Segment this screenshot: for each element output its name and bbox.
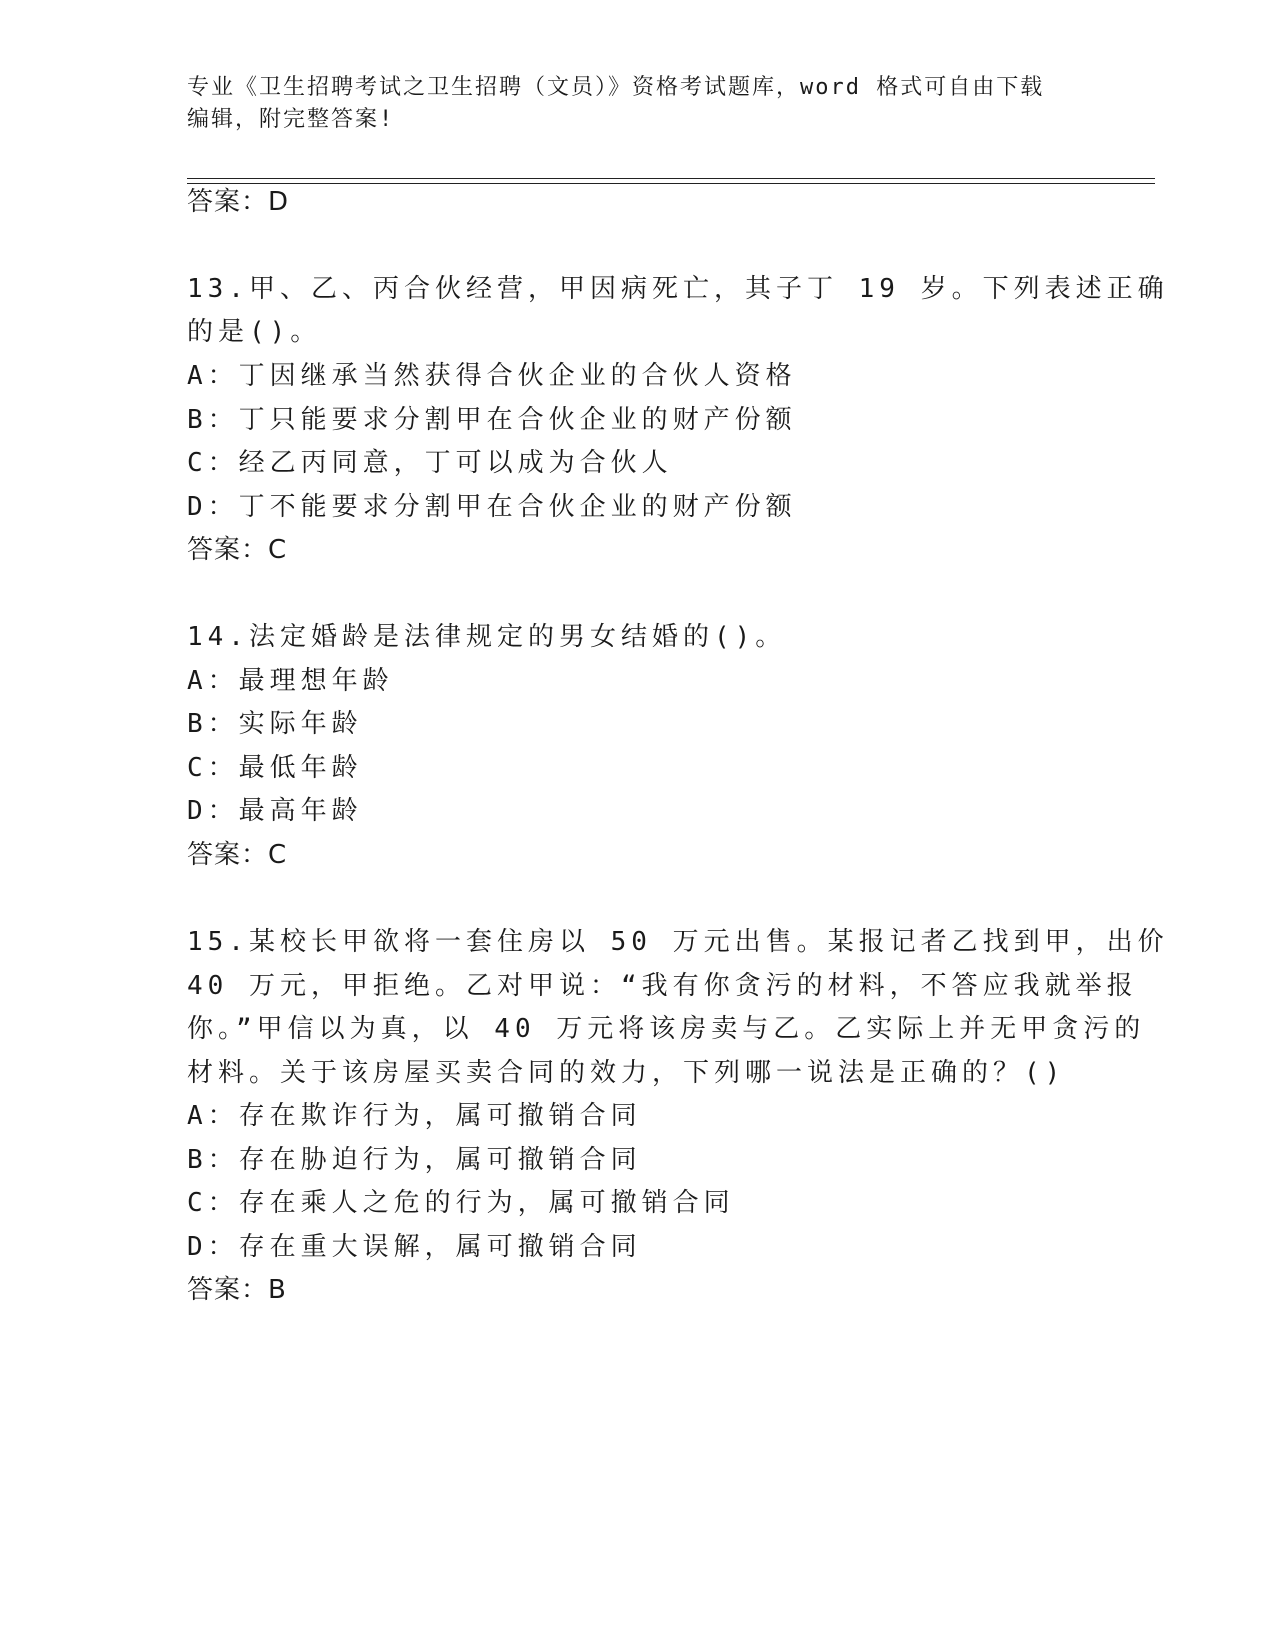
- question-15-line-2: 40 万元，甲拒绝。乙对甲说：“我有你贪污的材料，不答应我就举报: [187, 971, 1138, 1001]
- header-rule-top: [187, 178, 1155, 179]
- header-rule-bottom: [187, 183, 1155, 184]
- question-13-line-2: 的是()。: [187, 317, 322, 347]
- page-header: [187, 72, 1087, 136]
- question-15-option-a: A：存在欺诈行为，属可撤销合同: [187, 1101, 642, 1131]
- header-line-1: 专业《卫生招聘考试之卫生招聘（文员）》资格考试题库，word 格式可自由下载: [187, 75, 1045, 100]
- question-15-answer: 答案：B: [187, 1275, 287, 1305]
- question-14-option-c: C：最低年龄: [187, 753, 363, 783]
- question-13-option-a: A：丁因继承当然获得合伙企业的合伙人资格: [187, 361, 797, 391]
- question-15-line-1: 15.某校长甲欲将一套住房以 50 万元出售。某报记者乙找到甲，出价: [187, 927, 1169, 957]
- question-13-option-d: D：丁不能要求分割甲在合伙企业的财产份额: [187, 492, 797, 522]
- question-13-option-c: C：经乙丙同意，丁可以成为合伙人: [187, 448, 673, 478]
- question-14-answer: 答案：C: [187, 840, 288, 870]
- question-13-line-1: 13.甲、乙、丙合伙经营，甲因病死亡，其子丁 19 岁。下列表述正确: [187, 274, 1169, 304]
- header-line-2: 编辑，附完整答案!: [187, 107, 395, 132]
- question-13-answer: 答案：C: [187, 535, 288, 565]
- question-14-option-b: B：实际年龄: [187, 709, 363, 739]
- question-14-line-1: 14.法定婚龄是法律规定的男女结婚的()。: [187, 622, 787, 652]
- question-15-line-3: 你。”甲信以为真，以 40 万元将该房卖与乙。乙实际上并无甲贪污的: [187, 1014, 1146, 1044]
- question-13-option-b: B：丁只能要求分割甲在合伙企业的财产份额: [187, 405, 797, 435]
- question-15-line-4: 材料。关于该房屋买卖合同的效力，下列哪一说法是正确的？(): [187, 1058, 1066, 1088]
- question-15-option-d: D：存在重大误解，属可撤销合同: [187, 1232, 642, 1262]
- question-14-option-d: D：最高年龄: [187, 796, 363, 826]
- previous-answer: 答案：D: [187, 187, 290, 217]
- question-15-option-c: C：存在乘人之危的行为，属可撤销合同: [187, 1188, 735, 1218]
- question-14-option-a: A：最理想年龄: [187, 666, 394, 696]
- question-15-option-b: B：存在胁迫行为，属可撤销合同: [187, 1145, 642, 1175]
